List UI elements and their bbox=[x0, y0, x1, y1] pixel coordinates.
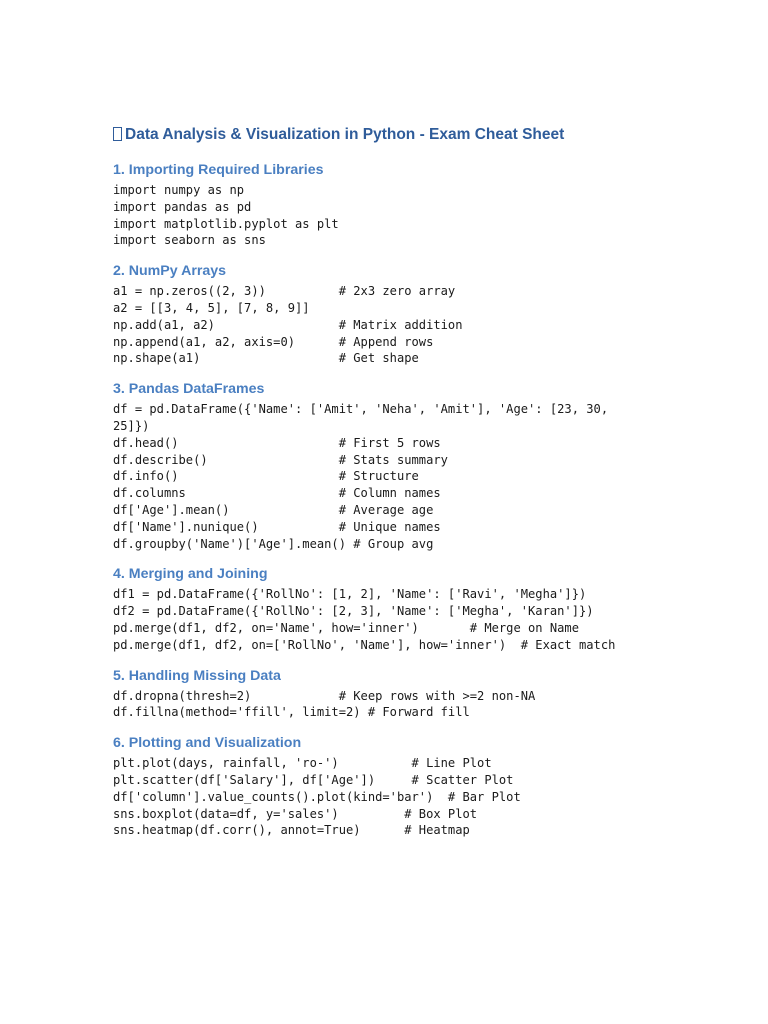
code-line: df = pd.DataFrame({'Name': ['Amit', 'Neha', 'Amit'], 'Age': [23, 30, bbox=[113, 402, 609, 417]
code-line: np.add(a1, a2) # Matrix addition bbox=[113, 317, 463, 332]
code-block bbox=[113, 586, 743, 653]
code-line: np.append(a1, a2, axis=0) # Append rows bbox=[113, 334, 434, 349]
code-line: df.groupby('Name')['Age'].mean() # Group avg bbox=[113, 536, 434, 551]
code-line: pd.merge(df1, df2, on=['RollNo', 'Name'], how='inner') # Exact match bbox=[113, 637, 616, 652]
section-heading: 6. Plotting and Visualization bbox=[113, 735, 302, 752]
document-title bbox=[113, 124, 743, 146]
code-line: sns.boxplot(data=df, y='sales') # Box Plot bbox=[113, 806, 478, 821]
code-block bbox=[113, 182, 743, 249]
code-line: df['column'].value_counts().plot(kind='bar') # Bar Plot bbox=[113, 789, 521, 804]
code-block bbox=[113, 401, 743, 552]
code-line: import matplotlib.pyplot as plt bbox=[113, 216, 339, 231]
code-line: df.describe() # Stats summary bbox=[113, 452, 448, 467]
code-line: import numpy as np bbox=[113, 183, 245, 197]
code-line: np.shape(a1) # Get shape bbox=[113, 351, 419, 366]
section-heading: 1. Importing Required Libraries bbox=[113, 162, 324, 178]
code-line: df['Name'].nunique() # Unique names bbox=[113, 519, 441, 534]
code-block bbox=[113, 283, 743, 367]
code-line: a2 = [[3, 4, 5], [7, 8, 9]] bbox=[113, 300, 310, 315]
code-line: a1 = np.zeros((2, 3)) # 2x3 zero array bbox=[113, 284, 456, 299]
code-line: df.columns # Column names bbox=[113, 486, 441, 501]
code-line: plt.plot(days, rainfall, 'ro-') # Line Plot bbox=[113, 756, 492, 771]
code-line: 25]}) bbox=[113, 418, 150, 433]
code-line: import seaborn as sns bbox=[113, 233, 266, 248]
section-6 bbox=[113, 733, 743, 839]
code-line: df1 = pd.DataFrame({'RollNo': [1, 2], 'Name': ['Ravi', 'Megha']}) bbox=[113, 587, 587, 602]
code-block bbox=[113, 688, 743, 722]
code-line: df.dropna(thresh=2) # Keep rows with >=2 non-NA bbox=[113, 688, 536, 703]
code-line: sns.heatmap(df.corr(), annot=True) # Heatmap bbox=[113, 823, 470, 838]
section-heading: 3. Pandas DataFrames bbox=[113, 381, 265, 398]
section-4 bbox=[113, 564, 743, 653]
section-1 bbox=[113, 160, 743, 249]
section-heading: 5. Handling Missing Data bbox=[113, 667, 281, 684]
section-heading: 4. Merging and Joining bbox=[113, 566, 268, 583]
section-3 bbox=[113, 379, 743, 552]
section-5 bbox=[113, 666, 743, 722]
document-title-text: Data Analysis & Visualization in Python - Exam Cheat Sheet bbox=[125, 126, 565, 143]
code-line: df['Age'].mean() # Average age bbox=[113, 502, 434, 517]
cheat-sheet-page bbox=[113, 124, 743, 851]
sections-container bbox=[113, 160, 743, 839]
code-block bbox=[113, 755, 743, 839]
code-line: df.head() # First 5 rows bbox=[113, 435, 441, 450]
section-2 bbox=[113, 261, 743, 367]
code-line: df.info() # Structure bbox=[113, 469, 419, 484]
code-line: pd.merge(df1, df2, on='Name', how='inner') # Merge on Name bbox=[113, 620, 579, 635]
section-heading: 2. NumPy Arrays bbox=[113, 263, 227, 280]
code-line: plt.scatter(df['Salary'], df['Age']) # Scatter Plot bbox=[113, 772, 514, 787]
missing-glyph-box-icon bbox=[113, 127, 122, 141]
code-line: import pandas as pd bbox=[113, 199, 252, 214]
code-line: df2 = pd.DataFrame({'RollNo': [2, 3], 'Name': ['Megha', 'Karan']}) bbox=[113, 604, 594, 619]
code-line: df.fillna(method='ffill', limit=2) # Forward fill bbox=[113, 705, 470, 720]
